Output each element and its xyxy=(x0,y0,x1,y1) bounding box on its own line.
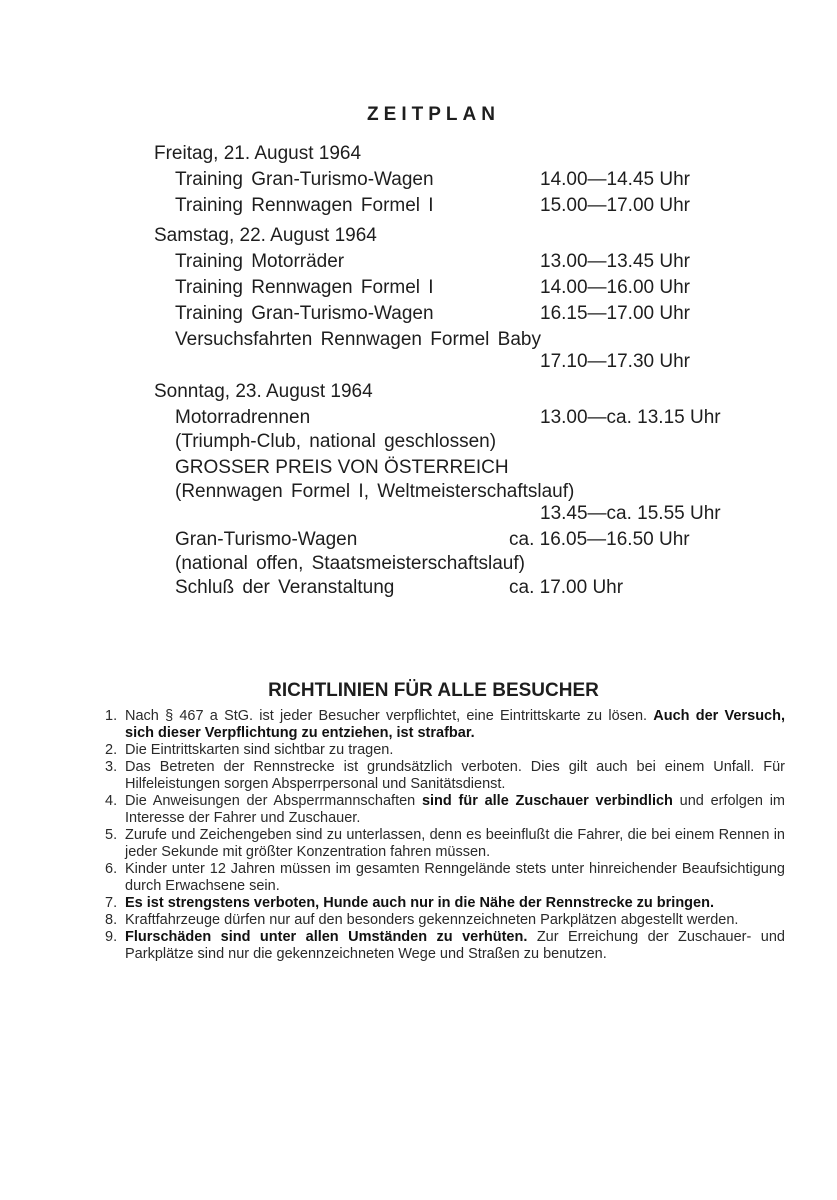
event-time: ca. 17.00 Uhr xyxy=(509,577,624,598)
event-time: 16.15—17.00 Uhr xyxy=(540,303,690,324)
rule-number: 4. xyxy=(105,793,118,809)
rule-text: Zurufe und Zeichengeben sind zu unterlassen, denn es beeinflußt die Fahrer, die bei einem Rennen in jeder Sekunde mit größter Konzentration fahren müssen. xyxy=(125,827,785,860)
rule-number: 1. xyxy=(105,708,118,724)
rule-text: und erfolgen im Interesse der Fahrer und Zuschauer. xyxy=(125,793,785,826)
event-name: Schluß der Veranstaltung xyxy=(175,577,395,598)
rule-text: Das Betreten der Rennstrecke ist grundsätzlich verboten. Dies gilt auch bei einem Unfall. Für Hilfeleistungen sorgen Absperrpersonal und Sanitätsdienst. xyxy=(125,759,785,792)
day-heading: Sonntag, 23. August 1964 xyxy=(154,381,373,402)
rule-text-bold: Flurschäden sind unter allen Umständen zu verhüten. xyxy=(125,929,528,945)
event-time: 14.00—14.45 Uhr xyxy=(540,169,690,190)
rule-item xyxy=(105,708,785,742)
day-heading: Freitag, 21. August 1964 xyxy=(154,143,362,164)
event-name: GROSSER PREIS VON ÖSTERREICH xyxy=(175,457,509,478)
rule-text: Die Anweisungen der Absperrmannschaften xyxy=(125,793,416,809)
event-name: Versuchsfahrten Rennwagen Formel Baby xyxy=(175,329,541,350)
event-name: Training Motorräder xyxy=(175,251,345,272)
rule-item xyxy=(105,827,785,861)
event-name: Training Rennwagen Formel I xyxy=(175,195,434,216)
event-time: 13.00—ca. 13.15 Uhr xyxy=(540,407,721,428)
event-name: Motorradrennen xyxy=(175,407,311,428)
rule-text: Nach § 467 a StG. ist jeder Besucher verpflichtet, eine Eintrittskarte zu lösen. xyxy=(125,708,648,724)
day-heading: Samstag, 22. August 1964 xyxy=(154,225,377,246)
rule-text: Kinder unter 12 Jahren müssen im gesamten Renngelände stets unter hinreichender Beaufsichtigung durch Erwachsene sein. xyxy=(125,861,785,894)
event-time: ca. 16.05—16.50 Uhr xyxy=(509,529,690,550)
event-name: Training Rennwagen Formel I xyxy=(175,277,434,298)
rules-list xyxy=(105,708,785,963)
rule-item xyxy=(105,929,785,963)
event-time: 17.10—17.30 Uhr xyxy=(540,351,690,372)
zeitplan-title: ZEITPLAN xyxy=(367,104,500,125)
rule-item xyxy=(105,759,785,793)
event-note: (national offen, Staatsmeisterschaftslauf) xyxy=(175,553,525,574)
rule-number: 3. xyxy=(105,759,118,775)
event-name: Gran-Turismo-Wagen xyxy=(175,529,358,550)
rule-number: 5. xyxy=(105,827,118,843)
rule-text: Kraftfahrzeuge dürfen nur auf den besonders gekennzeichneten Parkplätzen abgestellt werden. xyxy=(125,912,739,928)
rule-number: 8. xyxy=(105,912,118,928)
event-name: Training Gran-Turismo-Wagen xyxy=(175,169,434,190)
rule-text-bold: Auch der Versuch, sich dieser Verpflichtung zu entziehen, ist strafbar. xyxy=(125,708,785,741)
rule-number: 7. xyxy=(105,895,118,911)
rule-text: Zur Erreichung der Zuschauer- und Parkplätze sind nur die gekennzeichneten Wege und Straßen zu benutzen. xyxy=(125,929,785,962)
rule-number: 9. xyxy=(105,929,118,945)
event-note: (Rennwagen Formel I, Weltmeisterschaftslauf) xyxy=(175,481,575,502)
rule-text: Die Eintrittskarten sind sichtbar zu tragen. xyxy=(125,742,394,758)
event-time: 15.00—17.00 Uhr xyxy=(540,195,690,216)
rule-item xyxy=(105,912,785,929)
rule-item xyxy=(105,895,785,912)
rule-number: 2. xyxy=(105,742,118,758)
event-time: 13.45—ca. 15.55 Uhr xyxy=(540,503,721,524)
rule-item xyxy=(105,861,785,895)
rule-text-bold: sind für alle Zuschauer verbindlich xyxy=(421,793,673,809)
event-time: 13.00—13.45 Uhr xyxy=(540,251,690,272)
richtlinien-title: RICHTLINIEN FÜR ALLE BESUCHER xyxy=(268,680,599,701)
rule-number: 6. xyxy=(105,861,118,877)
rule-item xyxy=(105,742,785,759)
rule-text-bold: Es ist strengstens verboten, Hunde auch nur in die Nähe der Rennstrecke zu bringen. xyxy=(125,895,714,911)
event-note: (Triumph-Club, national geschlossen) xyxy=(175,431,497,452)
rule-item xyxy=(105,793,785,827)
event-name: Training Gran-Turismo-Wagen xyxy=(175,303,434,324)
event-time: 14.00—16.00 Uhr xyxy=(540,277,690,298)
